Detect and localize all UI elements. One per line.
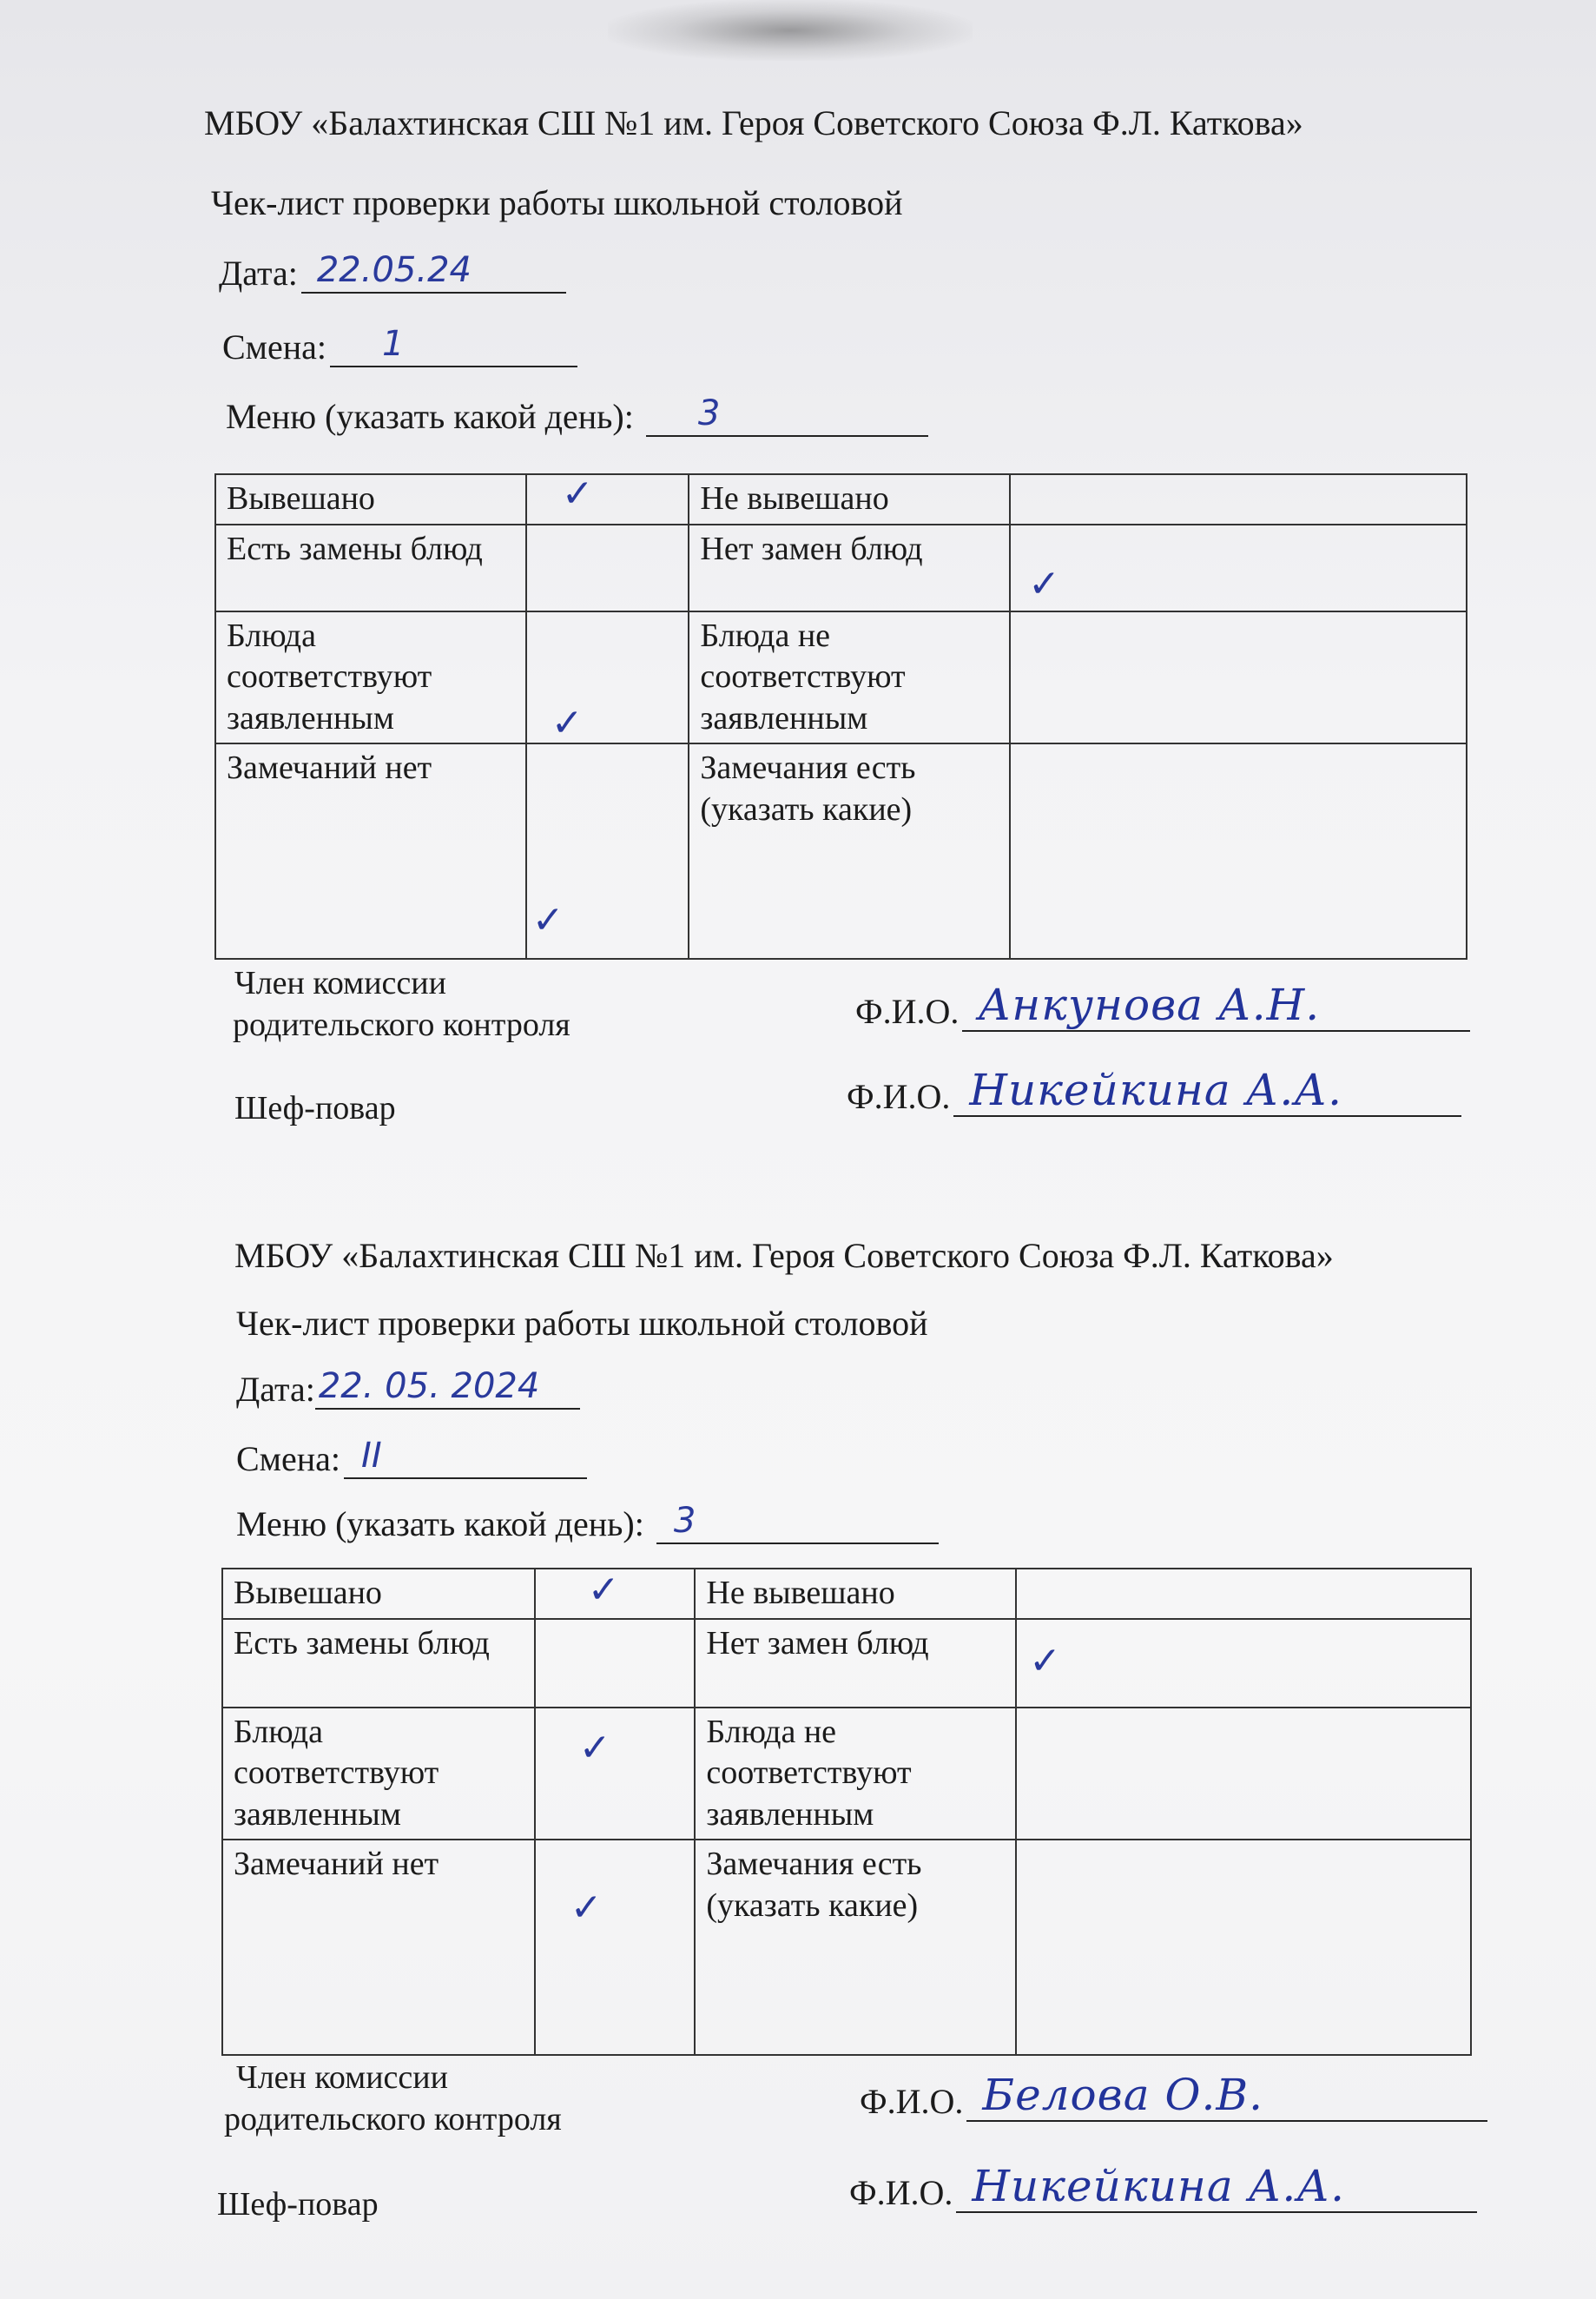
check-mark-icon: ✓ xyxy=(570,1886,603,1930)
checklist-table xyxy=(221,1568,1472,2056)
member-label-line1: Член комиссии xyxy=(234,965,446,1001)
checkbox-cell[interactable] xyxy=(535,1619,696,1708)
table-row xyxy=(222,1840,1471,2055)
check-mark-icon: ✓ xyxy=(561,472,594,516)
menu-blank[interactable] xyxy=(656,1503,939,1544)
menu-field[interactable] xyxy=(236,1503,939,1544)
member-fio-field[interactable] xyxy=(860,2070,1487,2122)
checkbox-cell[interactable] xyxy=(526,474,689,525)
table-row xyxy=(222,1569,1471,1619)
check-mark-icon: ✓ xyxy=(1028,561,1061,606)
shift-label: Смена: xyxy=(236,1439,341,1478)
check-mark-icon: ✓ xyxy=(551,700,584,745)
row-label: Не вывешано xyxy=(695,1569,1016,1619)
shift-blank[interactable] xyxy=(344,1437,587,1479)
menu-label: Меню (указать какой день): xyxy=(236,1504,644,1543)
check-mark-icon: ✓ xyxy=(531,898,564,942)
fio-label: Ф.И.О. xyxy=(849,2173,953,2212)
date-blank[interactable] xyxy=(301,252,566,294)
date-field[interactable] xyxy=(236,1368,580,1410)
check-mark-icon: ✓ xyxy=(1029,1638,1062,1683)
chef-label: Шеф-повар xyxy=(234,1090,396,1126)
scan-smudge xyxy=(608,0,973,61)
menu-field[interactable] xyxy=(226,395,928,437)
row-label: Блюда соответствуют заявленным xyxy=(215,611,526,744)
chef-signature: Никейкина А.А. xyxy=(969,1065,1343,1115)
menu-handwritten: 3 xyxy=(697,393,721,433)
form-title: Чек-лист проверки работы школьной столовой xyxy=(211,183,903,222)
row-label: Замечаний нет xyxy=(222,1840,535,2055)
member-label-line2: родительского контроля xyxy=(224,2101,562,2137)
checkbox-cell[interactable] xyxy=(535,1569,696,1619)
menu-blank[interactable] xyxy=(646,395,928,437)
school-name: МБОУ «Балахтинская СШ №1 им. Героя Советского Союза Ф.Л. Каткова» xyxy=(204,103,1303,142)
row-label: Нет замен блюд xyxy=(695,1619,1016,1708)
checkbox-cell[interactable] xyxy=(526,525,689,611)
date-label: Дата: xyxy=(219,254,298,293)
chef-fio-blank[interactable] xyxy=(956,2161,1477,2213)
row-label: Замечания есть (указать какие) xyxy=(695,1840,1016,2055)
row-label: Не вывешано xyxy=(689,474,1010,525)
checkbox-cell[interactable] xyxy=(1010,743,1467,959)
member-fio-field[interactable] xyxy=(855,980,1470,1032)
row-label: Блюда не соответствуют заявленным xyxy=(695,1708,1016,1840)
chef-fio-blank[interactable] xyxy=(953,1065,1461,1117)
date-handwritten: 22. 05. 2024 xyxy=(318,1366,540,1406)
chef-fio-field[interactable] xyxy=(847,1065,1461,1117)
date-handwritten: 22.05.24 xyxy=(316,250,472,290)
checklist-table xyxy=(214,473,1467,960)
row-label: Вывешано xyxy=(215,474,526,525)
row-label: Замечаний нет xyxy=(215,743,526,959)
check-mark-icon: ✓ xyxy=(578,1725,611,1770)
shift-handwritten: 1 xyxy=(382,324,405,364)
chef-label: Шеф-повар xyxy=(217,2186,379,2223)
row-label: Блюда соответствуют заявленным xyxy=(222,1708,535,1840)
table-row xyxy=(215,743,1467,959)
member-label-line1: Член комиссии xyxy=(236,2059,448,2096)
member-fio-blank[interactable] xyxy=(966,2070,1487,2122)
member-fio-blank[interactable] xyxy=(962,980,1470,1032)
checkbox-cell[interactable] xyxy=(1010,611,1467,744)
table-row xyxy=(215,474,1467,525)
table-row xyxy=(215,525,1467,611)
row-label: Нет замен блюд xyxy=(689,525,1010,611)
school-name: МБОУ «Балахтинская СШ №1 им. Героя Советского Союза Ф.Л. Каткова» xyxy=(234,1236,1334,1275)
shift-handwritten: II xyxy=(361,1436,382,1476)
shift-blank[interactable] xyxy=(330,326,577,367)
checkbox-cell[interactable] xyxy=(1016,1569,1471,1619)
chef-signature: Никейкина А.А. xyxy=(972,2161,1346,2211)
chef-fio-field[interactable] xyxy=(849,2161,1477,2213)
check-mark-icon: ✓ xyxy=(587,1568,620,1612)
menu-label: Меню (указать какой день): xyxy=(226,397,634,436)
table-row xyxy=(222,1708,1471,1840)
date-label: Дата: xyxy=(236,1370,315,1409)
table-row xyxy=(222,1619,1471,1708)
fio-label: Ф.И.О. xyxy=(855,992,960,1031)
member-signature: Белова О.В. xyxy=(982,2070,1263,2120)
menu-handwritten: 3 xyxy=(673,1501,696,1541)
checkbox-cell[interactable] xyxy=(526,743,689,959)
row-label: Есть замены блюд xyxy=(222,1619,535,1708)
date-field[interactable] xyxy=(219,252,566,294)
checkbox-cell[interactable] xyxy=(1010,525,1467,611)
date-blank[interactable] xyxy=(315,1368,580,1410)
checkbox-cell[interactable] xyxy=(1016,1708,1471,1840)
checkbox-cell[interactable] xyxy=(1016,1619,1471,1708)
row-label: Блюда не соответствуют заявленным xyxy=(689,611,1010,744)
checkbox-cell[interactable] xyxy=(535,1840,696,2055)
member-signature: Анкунова А.Н. xyxy=(978,980,1321,1030)
fio-label: Ф.И.О. xyxy=(847,1077,951,1116)
table-row xyxy=(215,611,1467,744)
row-label: Есть замены блюд xyxy=(215,525,526,611)
form-title: Чек-лист проверки работы школьной столовой xyxy=(236,1304,928,1343)
member-label-line2: родительского контроля xyxy=(233,1007,570,1043)
shift-label: Смена: xyxy=(222,327,327,367)
shift-field[interactable] xyxy=(222,326,577,367)
row-label: Замечания есть (указать какие) xyxy=(689,743,1010,959)
row-label: Вывешано xyxy=(222,1569,535,1619)
fio-label: Ф.И.О. xyxy=(860,2082,964,2121)
checkbox-cell[interactable] xyxy=(1016,1840,1471,2055)
checkbox-cell[interactable] xyxy=(535,1708,696,1840)
shift-field[interactable] xyxy=(236,1437,587,1479)
checkbox-cell[interactable] xyxy=(526,611,689,744)
checkbox-cell[interactable] xyxy=(1010,474,1467,525)
